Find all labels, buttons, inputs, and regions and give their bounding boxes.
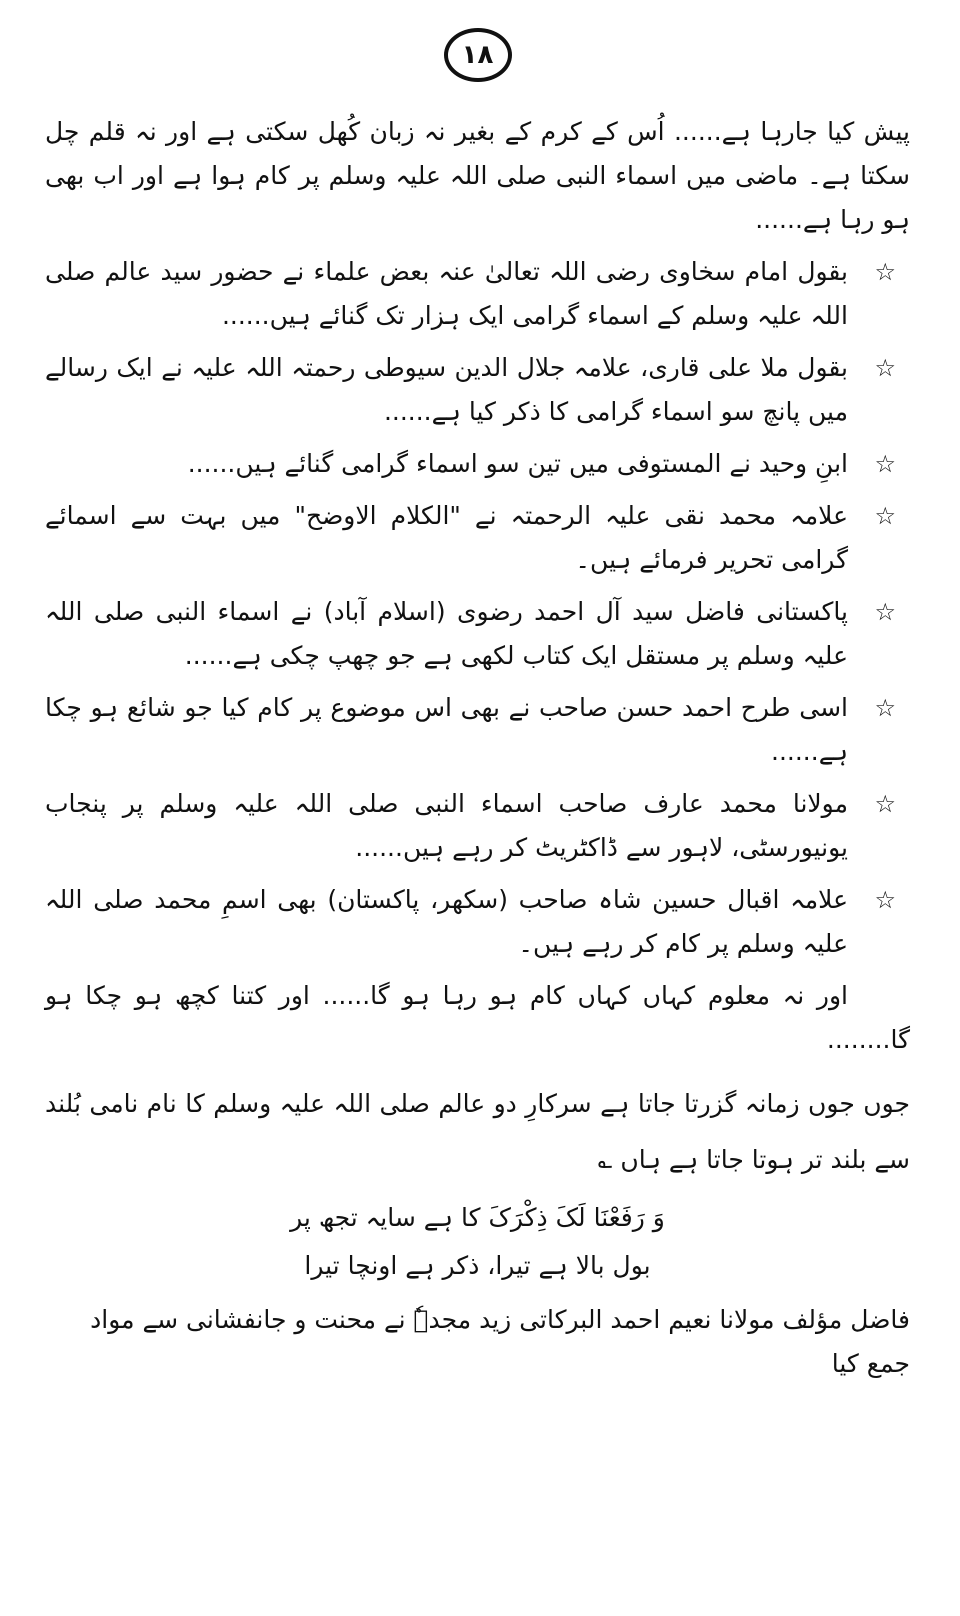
list-item-text: ابنِ وحید نے المستوفی میں تین سو اسماء گرامی گنائے ہیں......: [187, 449, 848, 478]
list-item-text: مولانا محمد عارف صاحب اسماء النبی صلی اللہ علیہ وسلم پر پنجاب یونیورسٹی، لاہور سے ڈاکٹریٹ کر رہے ہیں......: [45, 789, 848, 862]
list-item: [45, 782, 910, 870]
page-number: ١٨: [444, 28, 512, 82]
star-bullet-icon: ☆: [874, 886, 896, 914]
closing-line: فاضل مؤلف مولانا نعیم احمد البرکاتی زید مجدہٗ نے محنت و جانفشانی سے مواد جمع کیا: [90, 1305, 910, 1378]
bullet-list: [45, 250, 910, 966]
intro-paragraph: پیش کیا جارہا ہے...... اُس کے کرم کے بغیر نہ زبان کُھل سکتی ہے اور نہ قلم چل سکتا ہے۔ ماضی میں اسماء النبی صلی اللہ علیہ وسلم پر کام ہوا ہے اور اب بھی ہو رہا ہے......: [45, 117, 910, 234]
paragraph-elevation: جوں جوں زمانہ گزرتا جاتا ہے سرکارِ دو عالم صلی اللہ علیہ وسلم کا نام نامی بُلند سے بلند تر ہوتا جاتا ہے ہاں ؎: [45, 1089, 910, 1174]
paragraph-unknown-work: اور نہ معلوم کہاں کہاں کام ہو رہا ہو گا...... اور کتنا کچھ ہو چکا ہو گا........: [45, 981, 910, 1054]
list-item-text: پاکستانی فاضل سید آل احمد رضوی (اسلام آباد) نے اسماء النبی صلی اللہ علیہ وسلم پر مستقل ایک کتاب لکھی ہے جو چھپ چکی ہے......: [45, 597, 848, 670]
star-bullet-icon: ☆: [874, 598, 896, 626]
star-bullet-icon: ☆: [874, 694, 896, 722]
list-item: [45, 686, 910, 774]
list-item-text: علامہ محمد نقی علیہ الرحمتہ نے "الکلام الاوضح" میں بہت سے اسمائے گرامی تحریر فرمائے ہیں۔: [45, 501, 848, 574]
list-item-text: علامہ اقبال حسین شاہ صاحب (سکھر، پاکستان) بھی اسمِ محمد صلی اللہ علیہ وسلم پر کام کر رہے ہیں۔: [45, 885, 848, 958]
star-bullet-icon: ☆: [874, 450, 896, 478]
list-item-text: بقول ملا علی قاری، علامہ جلال الدین سیوطی رحمتہ اللہ علیہ نے ایک رسالے میں پانچ سو اسماء گرامی کا ذکر کیا ہے......: [45, 353, 848, 426]
list-item: [45, 494, 910, 582]
star-bullet-icon: ☆: [874, 790, 896, 818]
list-item: [45, 442, 910, 486]
page-number-area: [45, 0, 910, 70]
star-bullet-icon: ☆: [874, 502, 896, 530]
list-item: [45, 346, 910, 434]
list-item: [45, 590, 910, 678]
list-item: [45, 250, 910, 338]
list-item-text: اسی طرح احمد حسن صاحب نے بھی اس موضوع پر کام کیا جو شائع ہو چکا ہے......: [45, 693, 848, 766]
verse-line-1: وَ رَفَعْنَا لَکَ ذِکْرَکَ کا ہے سایہ تجھ پر: [290, 1203, 665, 1232]
verse-line-2: بول بالا ہے تیرا، ذکر ہے اونچا تیرا: [304, 1251, 651, 1280]
star-bullet-icon: ☆: [874, 258, 896, 286]
list-item-text: بقول امام سخاوی رضی اللہ تعالیٰ عنہ بعض علماء نے حضور سید عالم صلی اللہ علیہ وسلم کے اسماء گرامی ایک ہزار تک گنائے ہیں......: [45, 257, 848, 330]
star-bullet-icon: ☆: [874, 354, 896, 382]
list-item: [45, 878, 910, 966]
